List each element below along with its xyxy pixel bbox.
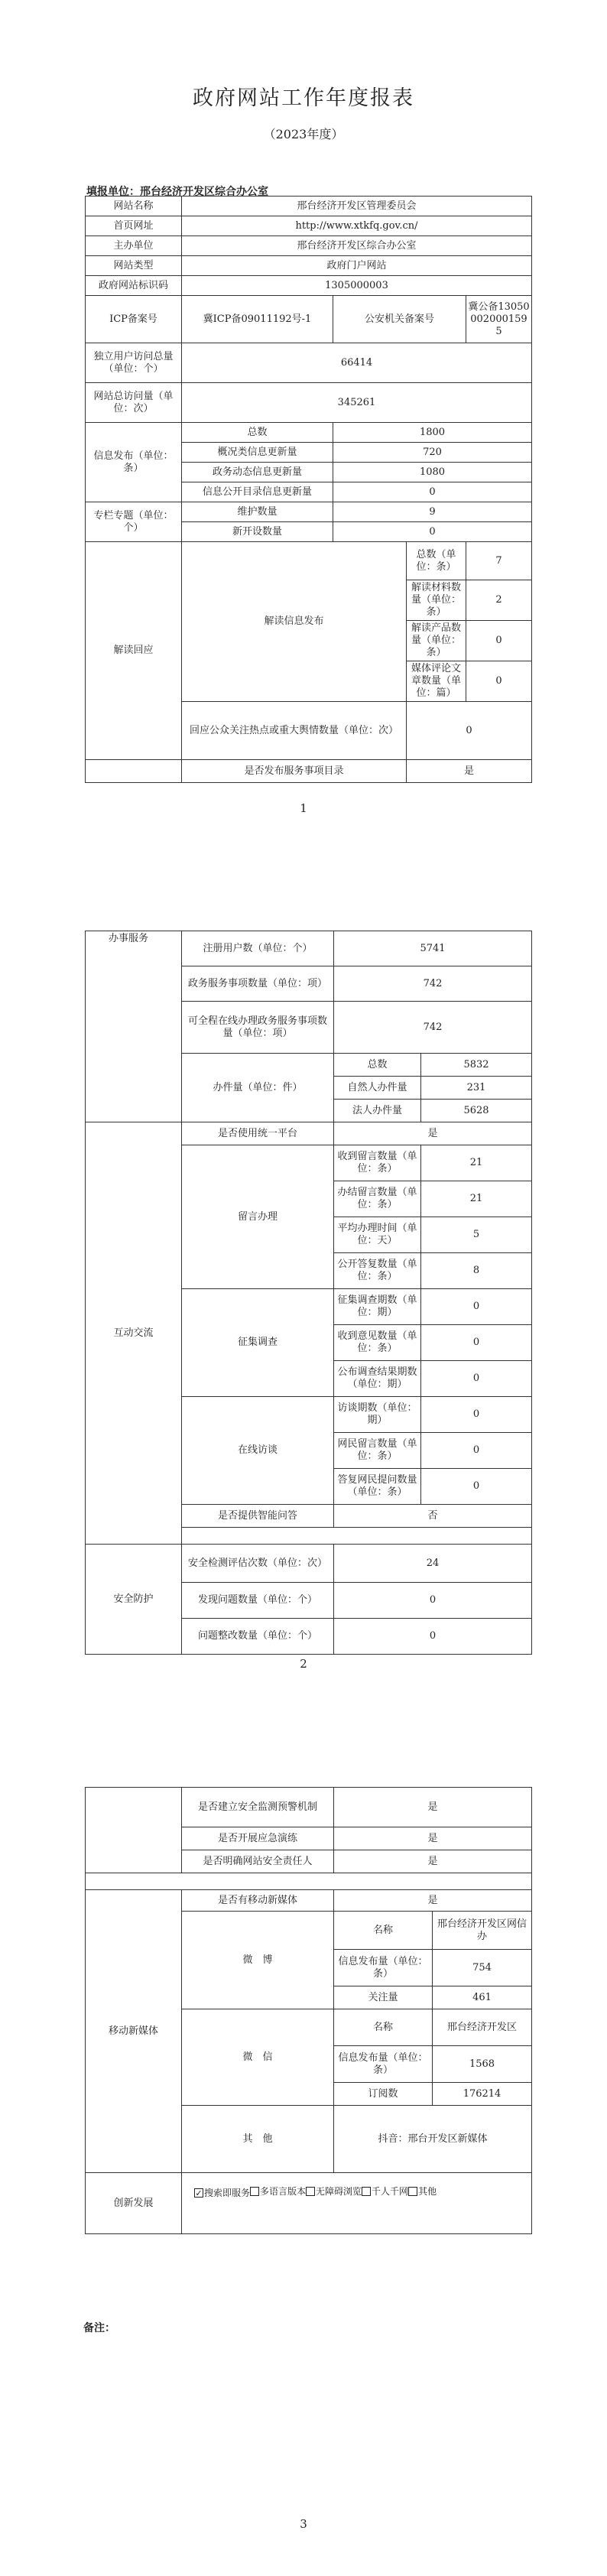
label-cell: 安全检测评估次数（单位：次） [182,1545,334,1583]
label-cell: 解读回应 [86,542,182,760]
label-cell: 在线访谈 [182,1397,334,1505]
value-cell: 是 [334,1788,532,1827]
value-cell: 是 [334,1850,532,1873]
option-other[interactable] [408,2185,437,2198]
label-cell: 公布调查结果期数（单位：期） [334,1361,421,1397]
label-cell: 概况类信息更新量 [182,443,333,463]
value-cell: 0 [334,1583,532,1619]
value-cell: 冀公备130500020001595 [466,296,532,343]
label-cell: 政务动态信息更新量 [182,463,333,482]
value-cell: 176214 [433,2083,532,2106]
value-cell: 抖音：邢台开发区新媒体 [334,2106,532,2173]
label-cell: 名称 [334,1912,433,1950]
value-cell: 742 [334,966,532,1002]
label-cell: 其 他 [182,2106,334,2173]
label-cell: ICP备案号 [86,296,182,343]
label-cell: 网站名称 [86,197,182,216]
innovation-options [182,2173,532,2234]
label-cell: 可全程在线办理政务服务事项数量（单位：项） [182,1002,334,1054]
value-cell: 邢台经济开发区 [433,2009,532,2046]
value-cell: 21 [421,1145,532,1181]
value-cell: 8 [421,1253,532,1289]
label-cell: 解读信息发布 [182,542,407,702]
label-cell: 网民留言数量（单位：条） [334,1433,421,1469]
label-cell: 是否明确网站安全责任人 [182,1850,334,1873]
report-table-page-3 [85,1787,532,2234]
label-cell: 维护数量 [182,502,333,522]
label-cell: 自然人办件量 [334,1077,421,1100]
label-cell: 是否建立安全监测预警机制 [182,1788,334,1827]
value-cell: 5628 [421,1100,532,1122]
option-label: 无障碍浏览 [316,2186,362,2197]
value-cell: 是 [407,760,532,783]
label-cell: 征集调查期数（单位：期） [334,1289,421,1325]
value-cell: 是 [334,1122,532,1145]
value-cell: 231 [421,1077,532,1100]
option-label: 搜索即服务 [204,2188,251,2198]
label-cell: 办事服务 [86,931,182,1122]
value-cell: 1080 [333,463,532,482]
checkbox-icon[interactable]: ✓ [195,2188,203,2198]
label-cell: 微 信 [182,2009,334,2106]
label-cell: 解读产品数量（单位：条） [407,621,466,661]
label-cell: 是否开展应急演练 [182,1827,334,1850]
label-cell: 收到留言数量（单位：条） [334,1145,421,1181]
value-cell: 0 [421,1397,532,1433]
label-cell: 名称 [334,2009,433,2046]
value-cell: 24 [334,1545,532,1583]
label-cell: 解读材料数量（单位：条） [407,580,466,621]
value-cell: 345261 [182,383,532,423]
label-cell: 总数 [182,423,333,443]
label-cell: 关注量 [334,1986,433,2009]
label-cell: 订阅数 [334,2083,433,2106]
value-cell: 720 [333,443,532,463]
label-cell: 法人办件量 [334,1100,421,1122]
value-cell: 5 [421,1217,532,1253]
label-cell: 主办单位 [86,236,182,256]
value-cell: 21 [421,1181,532,1217]
page-title: 政府网站工作年度报表 [193,86,414,110]
option-label: 多语言版本 [260,2186,307,2197]
value-cell: 0 [334,1619,532,1655]
value-cell: 冀ICP备09011192号-1 [182,296,333,343]
value-cell: 0 [421,1325,532,1361]
label-cell: 回应公众关注热点或重大舆情数量（单位：次） [182,702,407,760]
label-cell: 信息发布（单位：条） [86,423,182,502]
label-cell: 创新发展 [86,2173,182,2234]
page-number: 1 [300,801,307,815]
label-cell: 政务服务事项数量（单位：项） [182,966,334,1002]
value-cell: 0 [421,1289,532,1325]
label-cell: 访谈期数（单位：期） [334,1397,421,1433]
value-cell: 否 [334,1505,532,1528]
page-number: 3 [300,2517,307,2531]
label-cell: 是否有移动新媒体 [182,1890,334,1912]
option-accessibility[interactable] [306,2185,362,2198]
value-cell: 是 [334,1890,532,1912]
value-cell: 0 [333,482,532,502]
label-cell: 总数 [334,1054,421,1077]
value-cell: 2 [466,580,532,621]
value-cell: 1568 [433,2046,532,2083]
label-cell: 平均办理时间（单位：天） [334,1217,421,1253]
value-cell: 邢台经济开发区综合办公室 [182,236,532,256]
label-cell: 办件量（单位：件） [182,1054,334,1122]
option-personalized[interactable] [362,2185,408,2198]
value-cell: 461 [433,1986,532,2009]
label-cell: 公安机关备案号 [333,296,466,343]
option-search-service[interactable] [194,2187,250,2199]
checkbox-icon[interactable] [250,2187,259,2196]
label-cell: 收到意见数量（单位：条） [334,1325,421,1361]
value-cell: 9 [333,502,532,522]
label-cell: 注册用户数（单位：个） [182,931,334,966]
label-cell: 留言办理 [182,1145,334,1289]
option-label: 千人千网 [372,2186,409,2197]
label-cell: 答复网民提问数量（单位：条） [334,1469,421,1505]
label-cell: 新开设数量 [182,522,333,542]
value-cell: 7 [466,542,532,580]
label-cell: 政府网站标识码 [86,276,182,296]
label-cell: 微 博 [182,1912,334,2009]
value-cell: 0 [421,1469,532,1505]
value-cell: 邢台经济开发区网信办 [433,1912,532,1950]
label-cell: 公开答复数量（单位：条） [334,1253,421,1289]
label-cell: 总数（单位：条） [407,542,466,580]
label-cell: 发现问题数量（单位：个） [182,1583,334,1619]
label-cell: 信息发布量（单位：条） [334,2046,433,2083]
option-multilingual[interactable] [250,2185,306,2198]
label-cell: 网站总访问量（单位：次） [86,383,182,423]
label-cell: 办结留言数量（单位：条） [334,1181,421,1217]
label-cell: 网站类型 [86,256,182,276]
label-cell: 是否使用统一平台 [182,1122,334,1145]
value-cell: 政府门户网站 [182,256,532,276]
label-cell: 信息公开目录信息更新量 [182,482,333,502]
report-year: （2023年度） [263,127,344,141]
label-cell: 首页网址 [86,216,182,236]
label-cell: 独立用户访问总量（单位：个） [86,343,182,383]
label-cell: 媒体评论文章数量（单位：篇） [407,661,466,702]
label-cell: 是否发布服务事项目录 [182,760,407,783]
checkbox-icon[interactable] [362,2187,371,2196]
label-cell: 是否提供智能问答 [182,1505,334,1528]
value-cell: 1800 [333,423,532,443]
value-cell: 1305000003 [182,276,532,296]
value-cell: 邢台经济开发区管理委员会 [182,197,532,216]
label-cell: 问题整改数量（单位：个） [182,1619,334,1655]
value-cell: 是 [334,1827,532,1850]
value-cell: 742 [334,1002,532,1054]
value-cell: 0 [333,522,532,542]
label-cell: 信息发布量（单位：条） [334,1950,433,1986]
label-cell: 互动交流 [86,1122,182,1545]
fill-unit: 填报单位：邢台经济开发区综合办公室 [86,186,268,198]
checkbox-icon[interactable] [306,2187,315,2196]
report-table-page-1 [85,196,532,783]
value-cell: 0 [466,661,532,702]
label-cell: 安全防护 [86,1545,182,1655]
value-cell: 0 [407,702,532,760]
value-cell: 0 [466,621,532,661]
label-cell: 移动新媒体 [86,1890,182,2173]
note-label: 备注： [83,2322,115,2334]
value-cell: 66414 [182,343,532,383]
report-table-page-2 [85,931,532,1655]
value-cell: 0 [421,1433,532,1469]
label-cell: 征集调查 [182,1289,334,1397]
checkbox-icon[interactable] [408,2187,417,2196]
page-number: 2 [300,1657,307,1671]
value-cell: 0 [421,1361,532,1397]
value-cell: 5832 [421,1054,532,1077]
value-cell: 5741 [334,931,532,966]
label-cell: 专栏专题（单位：个） [86,502,182,542]
value-cell: http://www.xtkfq.gov.cn/ [182,216,532,236]
option-label: 其他 [418,2186,437,2197]
value-cell: 754 [433,1950,532,1986]
